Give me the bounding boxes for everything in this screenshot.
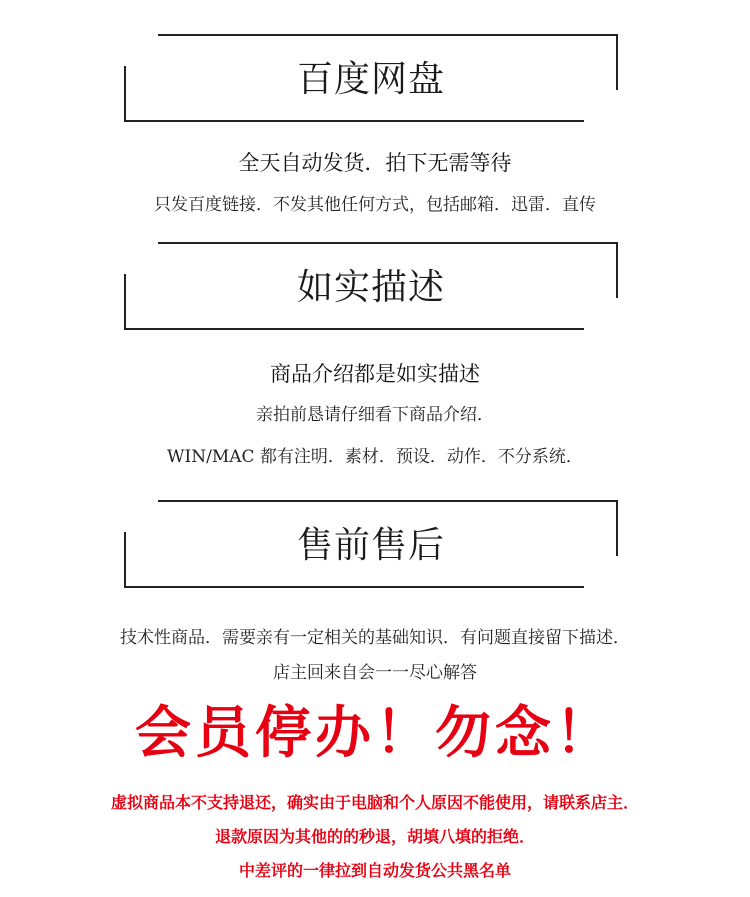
frame-top-line bbox=[158, 34, 618, 36]
notice-line: 虚拟商品本不支持退还，确实由于电脑和个人原因不能使用，请联系店主． bbox=[110, 793, 639, 812]
frame-bottom-line bbox=[124, 120, 584, 122]
section-line: 商品介绍都是如实描述 bbox=[270, 362, 480, 386]
section-title: 如实描述 bbox=[296, 267, 445, 308]
frame-top-line bbox=[158, 500, 618, 502]
frame-bottom-line bbox=[124, 586, 584, 588]
notice-line: 退款原因为其他的的秒退，胡填八填的拒绝． bbox=[214, 827, 535, 846]
notice-headline: 会员停办！勿念！ bbox=[135, 700, 615, 766]
section-line: 店主回来自会一一尽心解答 bbox=[273, 663, 477, 683]
section-title: 百度网盘 bbox=[296, 59, 445, 100]
section-line: WIN/MAC 都有注明．素材．预设．动作．不分系统． bbox=[167, 447, 583, 467]
section-line: 亲拍前恳请仔细看下商品介绍． bbox=[256, 405, 494, 425]
frame-top-line bbox=[158, 242, 618, 244]
frame-bottom-line bbox=[124, 328, 584, 330]
section-line: 只发百度链接．不发其他任何方式，包括邮箱．迅雷．直传 bbox=[154, 195, 596, 215]
section-line: 全天自动发货．拍下无需等待 bbox=[238, 151, 512, 175]
notice-line: 中差评的一律拉到自动发货公共黑名单 bbox=[238, 861, 511, 880]
section-title: 售前售后 bbox=[296, 525, 445, 566]
section-line: 技术性商品．需要亲有一定相关的基础知识．有问题直接留下描述． bbox=[120, 628, 630, 648]
